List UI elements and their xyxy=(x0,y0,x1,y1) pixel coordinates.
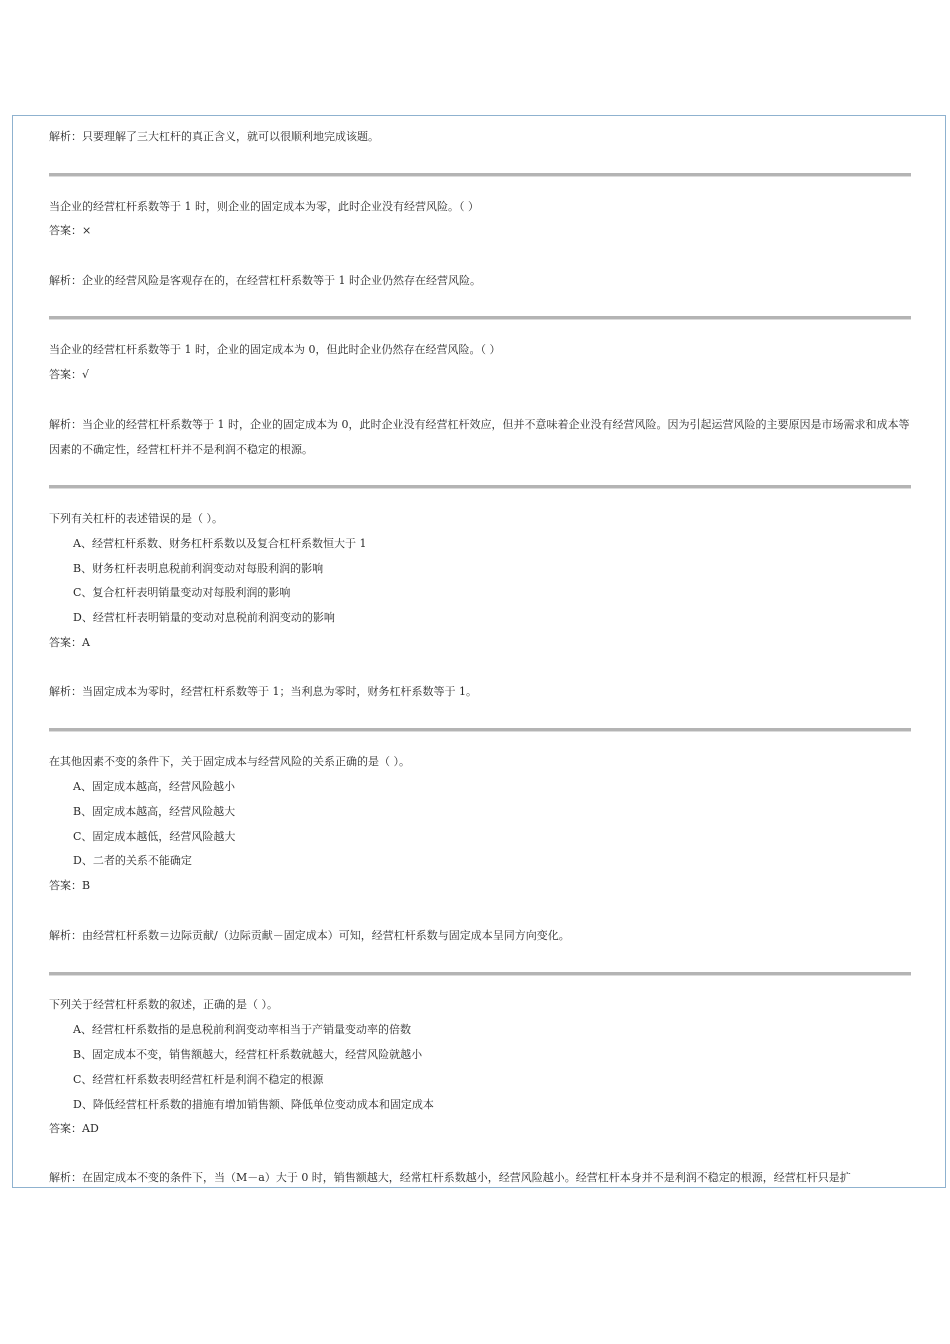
option-d: D、降低经营杠杆系数的措施有增加销售额、降低单位变动成本和固定成本 xyxy=(73,1098,434,1111)
explanation-text: 解析：企业的经营风险是客观存在的，在经营杠杆系数等于 1 时企业仍然存在经营风险。 xyxy=(49,274,481,287)
option-d: D、经营杠杆表明销量的变动对息税前利润变动的影响 xyxy=(73,611,335,624)
explanation-text: 解析：由经营杠杆系数＝边际贡献/（边际贡献－固定成本）可知，经营杠杆系数与固定成本呈同方向变化。 xyxy=(49,929,570,942)
option-c: C、固定成本越低，经营风险越大 xyxy=(73,830,236,843)
question-text: 当企业的经营杠杆系数等于 1 时，企业的固定成本为 0，但此时企业仍然存在经营风险。（ ） xyxy=(49,343,501,356)
answer-text: 答案：AD xyxy=(49,1122,99,1135)
option-a: A、固定成本越高，经营风险越小 xyxy=(73,780,235,793)
option-b: B、固定成本不变，销售额越大，经营杠杆系数就越大，经营风险就越小 xyxy=(73,1048,423,1061)
divider xyxy=(49,485,911,489)
document-frame xyxy=(12,115,946,1188)
option-a: A、经营杠杆系数、财务杠杆系数以及复合杠杆系数恒大于 1 xyxy=(73,537,367,550)
answer-text: 答案：A xyxy=(49,636,90,649)
answer-text: 答案：× xyxy=(49,224,92,237)
explanation-text: 解析：当企业的经营杠杆系数等于 1 时，企业的固定成本为 0，此时企业没有经营杠杆效应，但并不意味着企业没有经营风险。因为引起运营风险的主要原因是市场需求和成本等因素的不确定性，经营杠杆并不是利润不稳定的根源。 xyxy=(49,418,910,456)
option-a: A、经营杠杆系数指的是息税前利润变动率相当于产销量变动率的倍数 xyxy=(73,1023,411,1036)
divider xyxy=(49,173,911,177)
divider xyxy=(49,972,911,976)
question-text: 下列有关杠杆的表述错误的是（ ）。 xyxy=(49,512,223,525)
option-c: C、复合杠杆表明销量变动对每股利润的影响 xyxy=(73,586,291,599)
option-b: B、财务杠杆表明息税前利润变动对每股利润的影响 xyxy=(73,562,324,575)
option-b: B、固定成本越高，经营风险越大 xyxy=(73,805,236,818)
explanation-text: 解析：只要理解了三大杠杆的真正含义，就可以很顺利地完成该题。 xyxy=(49,130,379,143)
divider xyxy=(49,728,911,732)
option-d: D、二者的关系不能确定 xyxy=(73,854,192,867)
explanation-text: 解析：在固定成本不变的条件下，当（M－a）大于 0 时，销售额越大，经常杠杆系数越小，经营风险越小。经营杠杆本身并不是利润不稳定的根源，经营杠杆只是扩 xyxy=(49,1171,851,1184)
answer-text: 答案：√ xyxy=(49,368,90,381)
question-text: 当企业的经营杠杆系数等于 1 时，则企业的固定成本为零，此时企业没有经营风险。（ ） xyxy=(49,200,479,213)
option-c: C、经营杠杆系数表明经营杠杆是利润不稳定的根源 xyxy=(73,1073,324,1086)
explanation-text: 解析：当固定成本为零时，经营杠杆系数等于 1；当利息为零时，财务杠杆系数等于 1。 xyxy=(49,685,477,698)
divider xyxy=(49,316,911,320)
question-text: 在其他因素不变的条件下，关于固定成本与经营风险的关系正确的是（ ）。 xyxy=(49,755,410,768)
answer-text: 答案：B xyxy=(49,879,91,892)
question-text: 下列关于经营杠杆系数的叙述，正确的是（ ）。 xyxy=(49,998,278,1011)
